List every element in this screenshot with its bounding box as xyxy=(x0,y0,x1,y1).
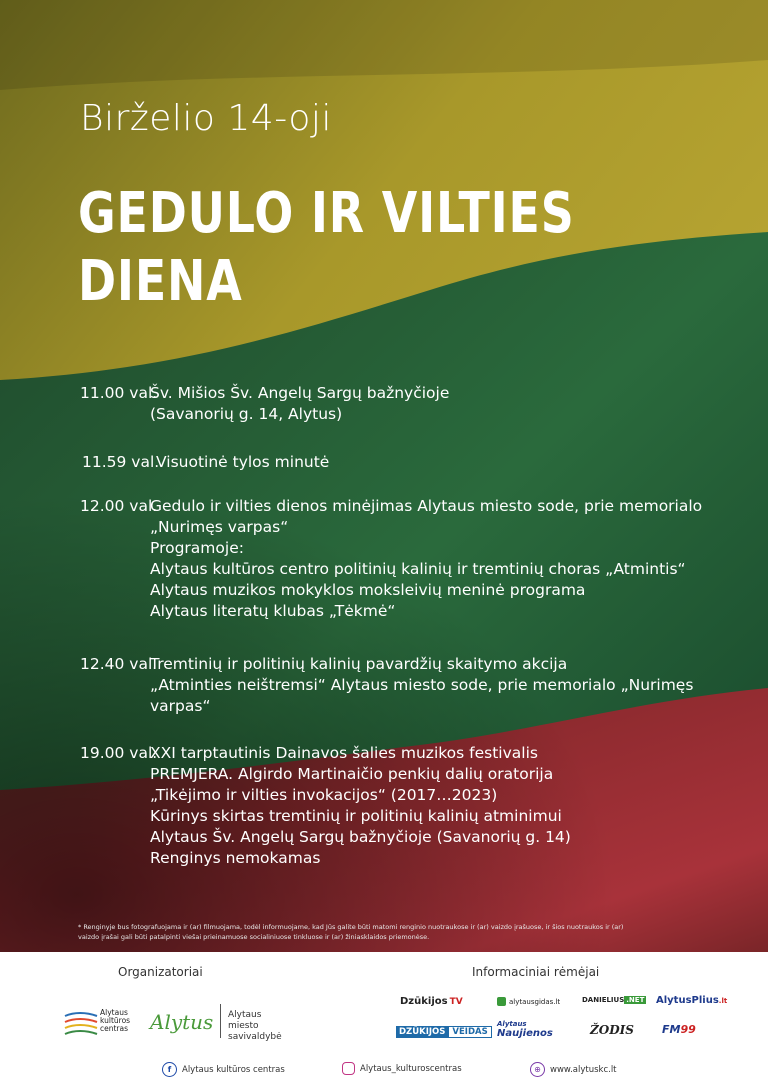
globe-icon: ⊕ xyxy=(530,1062,545,1077)
kc-logo-text: kultūros xyxy=(100,1016,131,1025)
schedule-line: Gedulo ir vilties dienos minėjimas Alytaus miesto sode, prie memorialo xyxy=(150,497,703,515)
schedule-time: 12.40 val. xyxy=(80,655,158,673)
schedule-line: „Tikėjimo ir vilties invokacijos“ (2017…2023) xyxy=(150,786,498,804)
schedule-line: Visuotinė tylos minutė xyxy=(156,453,330,471)
alytausgidas-text: alytausgidas.lt xyxy=(509,997,561,1006)
title-line-2: DIENA xyxy=(78,249,243,314)
schedule-line: Renginys nemokamas xyxy=(150,849,321,867)
dzukijos-veidas-b: VEIDAS xyxy=(448,1026,491,1038)
date-subtitle: Birželio 14-oji xyxy=(80,98,332,139)
footer xyxy=(0,952,768,1086)
schedule-line: Alytaus muzikos mokyklos moksleivių meninė programa xyxy=(150,581,586,599)
alytusplius-suffix: .lt xyxy=(718,997,728,1005)
naujienos-a: Alytaus xyxy=(497,1020,527,1028)
dzukijos-tv-text: Dzūkijos xyxy=(400,996,448,1007)
schedule-line: XXI tarptautinis Dainavos šalies muzikos festivalis xyxy=(150,744,538,762)
photo-disclaimer xyxy=(78,922,698,942)
schedule-time: 19.00 val. xyxy=(80,744,158,762)
schedule-item xyxy=(80,452,730,473)
title-line-1: GEDULO IR VILTIES xyxy=(78,181,575,246)
schedule-line: Šv. Mišios Šv. Angelų Sargų bažnyčioje xyxy=(150,384,450,402)
disclaimer-line: * Renginyje bus fotografuojama ir (ar) filmuojama, todėl informuojame, kad Jūs galite būti matomi renginio nuotraukose ir (ar) vaizdo įrašuose, ir šios nuotraukos ir (ar) xyxy=(78,923,624,931)
savivaldybe-text: savivaldybė xyxy=(228,1032,282,1042)
alytusplius-text: AlytusPlius xyxy=(656,995,719,1006)
schedule-item xyxy=(80,496,730,622)
schedule-time: 11.00 val. xyxy=(80,384,158,402)
dzukijos-veidas-a: DZŪKIJOS xyxy=(396,1026,448,1038)
alytausgidas-logo[interactable] xyxy=(497,997,560,1006)
page-title xyxy=(78,180,652,316)
instagram-icon xyxy=(342,1062,355,1075)
schedule-time: 12.00 val. xyxy=(80,497,158,515)
alytaus-savivaldybe-logo[interactable] xyxy=(150,1002,290,1046)
savivaldybe-text: Alytaus miesto xyxy=(228,1010,262,1031)
organizers-label: Organizatoriai xyxy=(118,965,203,979)
schedule-line: (Savanorių g. 14, Alytus) xyxy=(150,405,343,423)
schedule-line: „Atminties neištremsi“ Alytaus miesto sode, prie memorialo „Nurimęs xyxy=(150,676,694,694)
kc-logo-text: Alytaus xyxy=(100,1008,128,1017)
alytaus-naujienos-logo[interactable] xyxy=(497,1020,553,1038)
dzukijos-tv-logo[interactable] xyxy=(400,996,463,1007)
alytausgidas-icon xyxy=(497,997,506,1006)
schedule-line: Tremtinių ir politinių kalinių pavardžių skaitymo akcija xyxy=(150,655,568,673)
danielius-net-text: .NET xyxy=(626,996,645,1004)
facebook-icon: f xyxy=(162,1062,177,1077)
kc-waves-icon xyxy=(64,1011,98,1035)
instagram-link[interactable] xyxy=(342,1062,462,1075)
naujienos-b: Naujienos xyxy=(497,1028,553,1039)
disclaimer-line: vaizdo įrašai gali būti patalpinti viešai prieinamuose socialiniuose tinkluose ir (ar) žiniasklaidos priemonėse. xyxy=(78,933,430,941)
website-text: www.alytuskc.lt xyxy=(550,1064,617,1075)
facebook-text: Alytaus kultūros centras xyxy=(182,1064,285,1075)
alytaus-kulturos-centras-logo[interactable] xyxy=(64,1007,144,1043)
schedule-time: 11.59 val. xyxy=(82,453,160,471)
fm99-a: FM xyxy=(662,1023,681,1036)
fm99-b: 99 xyxy=(680,1023,696,1036)
schedule-item xyxy=(80,743,730,869)
schedule-line: Alytaus Šv. Angelų Sargų bažnyčioje (Savanorių g. 14) xyxy=(150,828,571,846)
schedule-line: Programoje: xyxy=(150,539,244,557)
instagram-text: Alytaus_kulturoscentras xyxy=(360,1063,462,1074)
zodis-logo[interactable]: ŽODIS xyxy=(590,1023,634,1037)
media-sponsors-label: Informaciniai rėmėjai xyxy=(472,965,600,979)
schedule-line: Kūrinys skirtas tremtinių ir politinių kalinių atminimui xyxy=(150,807,562,825)
danielius-net-logo[interactable] xyxy=(582,996,646,1004)
schedule-line: PREMJERA. Algirdo Martinaičio penkių dalių oratorija xyxy=(150,765,554,783)
schedule-line: varpas“ xyxy=(150,697,211,715)
facebook-link[interactable] xyxy=(162,1062,285,1077)
website-link[interactable] xyxy=(530,1062,617,1077)
schedule-line: Alytaus literatų klubas „Tėkmė“ xyxy=(150,602,396,620)
dzukijos-veidas-logo[interactable] xyxy=(396,1026,492,1038)
kc-logo-text: centras xyxy=(100,1024,129,1033)
alytusplius-logo[interactable] xyxy=(656,995,727,1006)
fm99-logo[interactable] xyxy=(662,1023,696,1036)
schedule-line: „Nurimęs varpas“ xyxy=(150,518,289,536)
schedule-item xyxy=(80,654,730,717)
danielius-text: DANIELIUS xyxy=(582,996,625,1004)
tv-suffix: TV xyxy=(449,997,463,1007)
schedule-item xyxy=(80,383,730,425)
schedule-line: Alytaus kultūros centro politinių kalinių ir tremtinių choras „Atmintis“ xyxy=(150,560,686,578)
alytus-script-logo: Alytus xyxy=(150,1010,214,1034)
